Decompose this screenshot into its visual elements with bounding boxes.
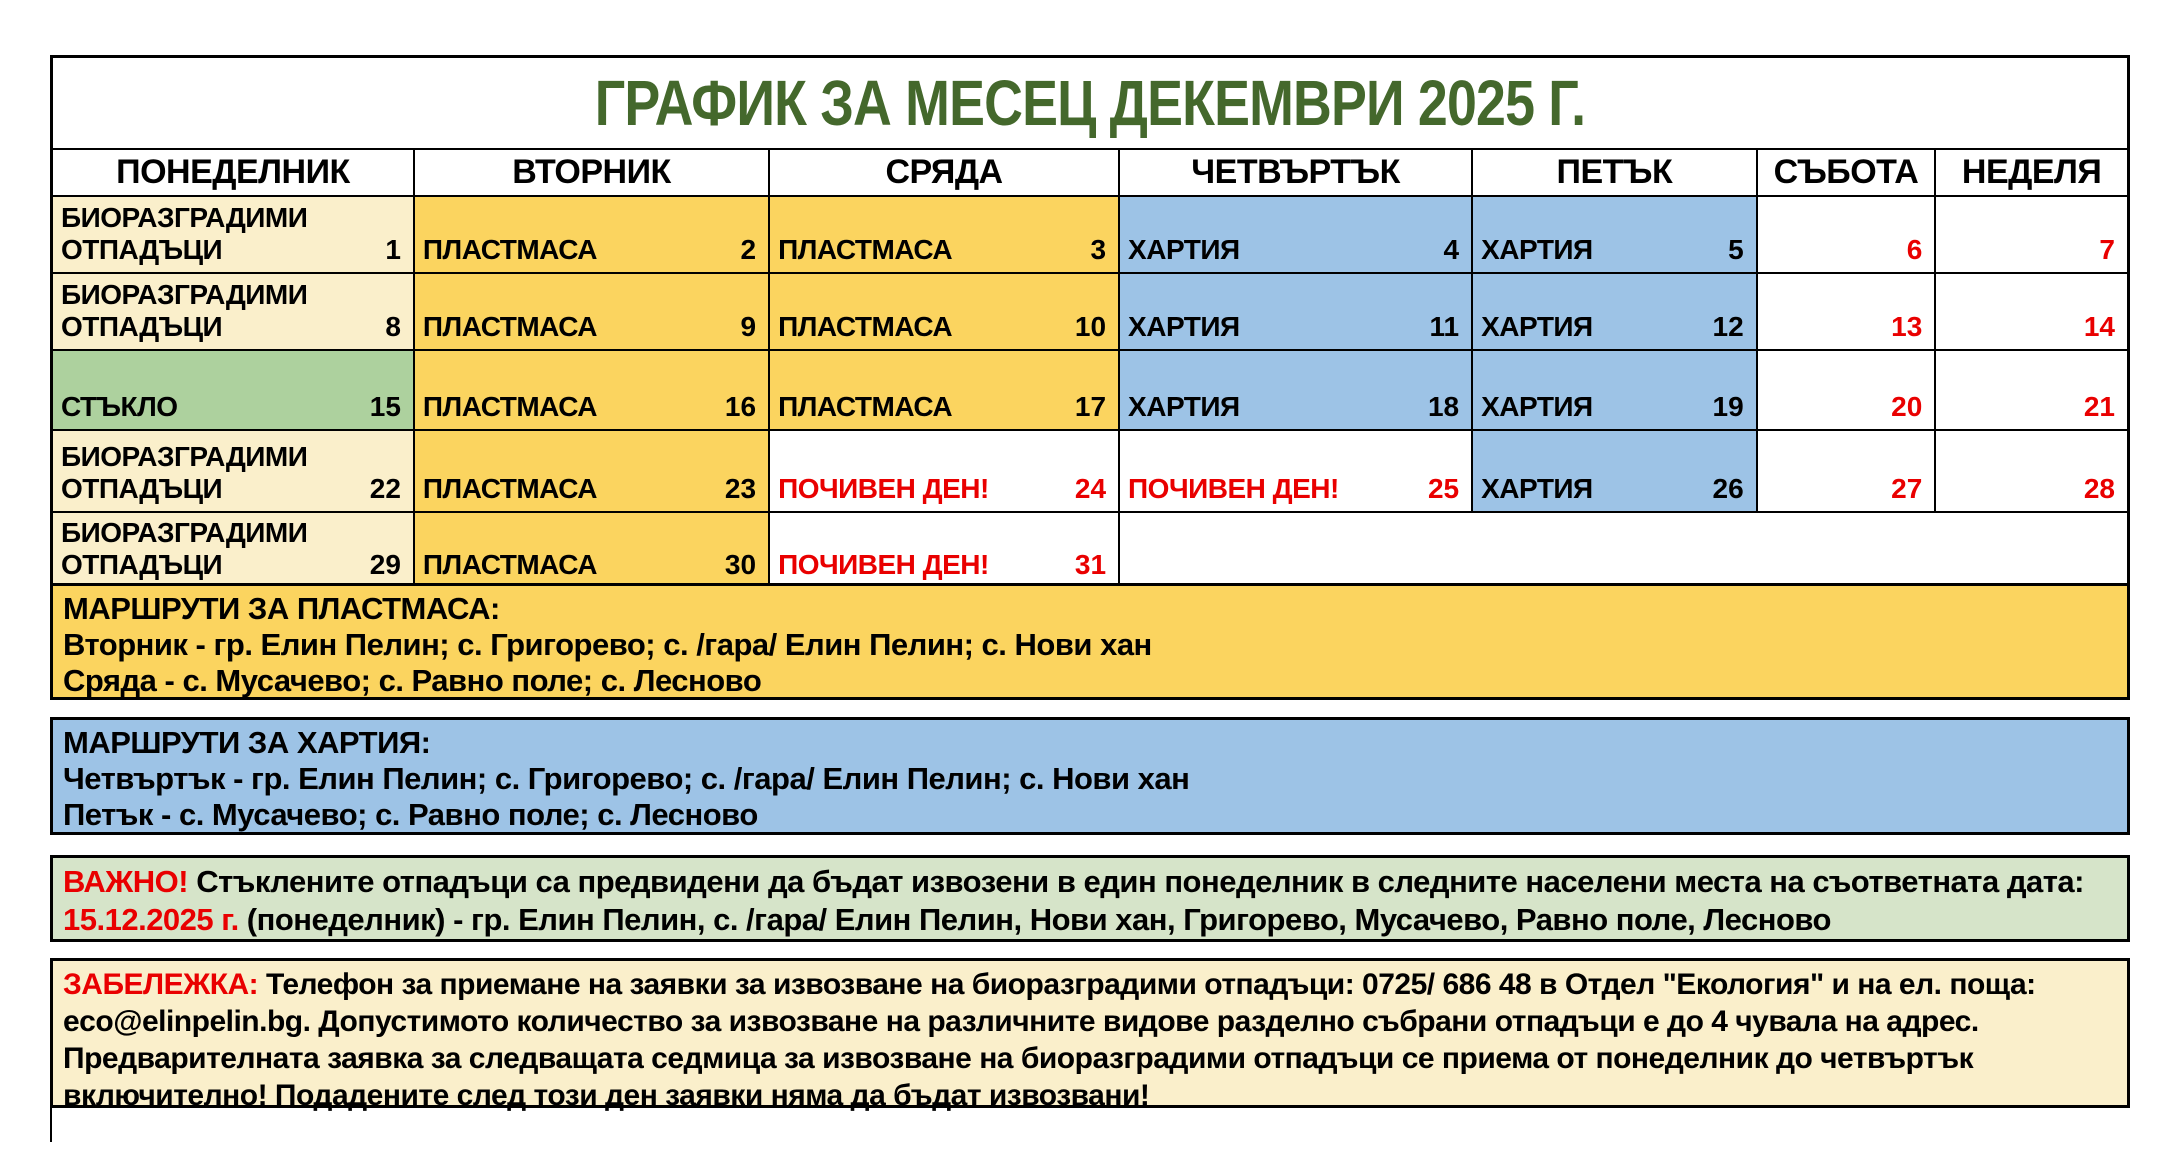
calendar-cell-day-4 <box>1119 196 1472 273</box>
waste-type-label: ХАРТИЯ <box>1128 310 1240 342</box>
calendar-cell-day-10 <box>769 273 1119 350</box>
calendar-cell-empty <box>1119 512 2128 589</box>
day-number: 28 <box>2083 473 2115 504</box>
left-border-artifact <box>50 1108 52 1142</box>
important-date: 15.12.2025 г. <box>63 902 239 937</box>
waste-type-label: ХАРТИЯ <box>1481 390 1593 422</box>
calendar-cell-day-2 <box>414 196 769 273</box>
note-label: ЗАБЕЛЕЖКА: <box>63 968 259 1001</box>
day-number: 13 <box>1891 311 1923 342</box>
day-number: 4 <box>1443 234 1460 265</box>
day-number: 16 <box>724 391 757 422</box>
day-number: 24 <box>1074 473 1107 504</box>
waste-type-label: ПЛАСТМАСА <box>422 390 597 422</box>
day-number: 29 <box>369 549 401 581</box>
waste-type-label: БИОРАЗГРАДИМИ ОТПАДЪЦИ <box>61 440 308 504</box>
day-header-4: ЧЕТВЪРТЪК <box>1119 149 1472 196</box>
calendar-cell-day-13 <box>1757 273 1936 350</box>
plastic-route-wednesday: Сряда - с. Мусачево; с. Равно поле; с. Лесново <box>63 663 762 698</box>
day-number: 3 <box>1090 234 1107 265</box>
day-number: 1 <box>385 234 401 265</box>
calendar-cell-day-24 <box>769 430 1119 512</box>
day-number: 20 <box>1891 391 1923 422</box>
day-number: 26 <box>1712 473 1744 504</box>
day-number: 21 <box>2083 391 2115 422</box>
waste-type-label: ПОЧИВЕН ДЕН! <box>1128 472 1339 504</box>
calendar-cell-day-1 <box>52 196 414 273</box>
calendar-cell-day-25 <box>1119 430 1472 512</box>
note-box <box>50 958 2130 1112</box>
waste-type-label: ХАРТИЯ <box>1128 390 1240 422</box>
week-row-2 <box>52 273 2129 350</box>
waste-type-label: ПЛАСТМАСА <box>778 390 953 422</box>
day-number: 22 <box>369 473 401 504</box>
plastic-routes-title: МАРШРУТИ ЗА ПЛАСТМАСА: <box>63 591 500 626</box>
paper-routes-title: МАРШРУТИ ЗА ХАРТИЯ: <box>63 725 431 760</box>
day-header-6: СЪБОТА <box>1757 149 1936 196</box>
waste-type-label: СТЪКЛО <box>61 390 178 422</box>
calendar-cell-day-28 <box>1935 430 2128 512</box>
waste-type-label: ХАРТИЯ <box>1481 233 1593 265</box>
calendar-cell-day-17 <box>769 350 1119 430</box>
waste-type-label: ПОЧИВЕН ДЕН! <box>778 549 989 581</box>
important-glass-box <box>50 855 2130 942</box>
week-row-3 <box>52 350 2129 430</box>
calendar-cell-day-18 <box>1119 350 1472 430</box>
calendar-cell-day-16 <box>414 350 769 430</box>
plastic-routes-box <box>50 583 2130 700</box>
title-cell <box>52 57 2129 150</box>
week-row-5 <box>52 512 2129 589</box>
plastic-route-tuesday: Вторник - гр. Елин Пелин; с. Григорево; с. /гара/ Елин Пелин; с. Нови хан <box>63 627 1152 662</box>
day-number: 25 <box>1427 473 1460 504</box>
day-header-5: ПЕТЪК <box>1472 149 1757 196</box>
waste-type-label: ХАРТИЯ <box>1481 310 1593 342</box>
waste-type-label: ПЛАСТМАСА <box>422 233 597 265</box>
calendar-cell-day-21 <box>1935 350 2128 430</box>
week-row-4 <box>52 430 2129 512</box>
waste-type-label: БИОРАЗГРАДИМИ ОТПАДЪЦИ <box>61 278 308 342</box>
calendar-cell-day-7 <box>1935 196 2128 273</box>
day-header-7: НЕДЕЛЯ <box>1935 149 2128 196</box>
calendar-cell-day-23 <box>414 430 769 512</box>
day-number: 12 <box>1712 311 1744 342</box>
waste-type-label: ПЛАСТМАСА <box>422 549 597 581</box>
calendar-cell-day-5 <box>1472 196 1757 273</box>
day-number: 6 <box>1906 234 1923 265</box>
calendar-cell-day-11 <box>1119 273 1472 350</box>
day-number: 10 <box>1074 311 1107 342</box>
calendar-cell-day-27 <box>1757 430 1936 512</box>
calendar-cell-day-8 <box>52 273 414 350</box>
calendar-cell-day-26 <box>1472 430 1757 512</box>
calendar-cell-day-14 <box>1935 273 2128 350</box>
waste-type-label: ПЛАСТМАСА <box>422 310 597 342</box>
waste-type-label: ПЛАСТМАСА <box>778 310 953 342</box>
calendar-cell-day-9 <box>414 273 769 350</box>
waste-type-label: ХАРТИЯ <box>1128 233 1240 265</box>
day-header-2: ВТОРНИК <box>414 149 769 196</box>
calendar-cell-day-15 <box>52 350 414 430</box>
waste-type-label: ПЛАСТМАСА <box>778 233 953 265</box>
day-number: 11 <box>1429 311 1460 342</box>
day-number: 14 <box>2083 311 2115 342</box>
calendar-cell-day-6 <box>1757 196 1936 273</box>
day-number: 18 <box>1427 391 1460 422</box>
important-label: ВАЖНО! <box>63 864 189 899</box>
day-number: 23 <box>724 473 757 504</box>
paper-routes-box <box>50 717 2130 835</box>
day-number: 7 <box>2099 234 2115 265</box>
page-title: ГРАФИК ЗА МЕСЕЦ ДЕКЕМВРИ 2025 Г. <box>594 67 1586 139</box>
day-number: 27 <box>1891 473 1923 504</box>
important-text-2: (понеделник) - гр. Елин Пелин, с. /гара/ Елин Пелин, Нови хан, Григорево, Мусачево, Равно поле, Лесново <box>238 902 1831 937</box>
day-number: 31 <box>1074 549 1107 581</box>
calendar-cell-day-29 <box>52 512 414 589</box>
day-number: 2 <box>740 234 757 265</box>
important-text-1: Стъклените отпадъци са предвидени да бъдат извозени в един понеделник в следните населени места на съответната дата: <box>188 864 2084 899</box>
waste-type-label: ПОЧИВЕН ДЕН! <box>778 472 989 504</box>
title-row <box>52 57 2129 150</box>
day-header-1: ПОНЕДЕЛНИК <box>52 149 414 196</box>
calendar-cell-day-22 <box>52 430 414 512</box>
calendar-cell-day-30 <box>414 512 769 589</box>
calendar-cell-day-19 <box>1472 350 1757 430</box>
calendar-cell-day-31 <box>769 512 1119 589</box>
day-number: 17 <box>1074 391 1107 422</box>
waste-type-label: БИОРАЗГРАДИМИ ОТПАДЪЦИ <box>61 517 308 581</box>
day-number: 15 <box>369 391 401 422</box>
waste-type-label: ПЛАСТМАСА <box>422 472 597 504</box>
week-row-1 <box>52 196 2129 273</box>
calendar-cell-day-3 <box>769 196 1119 273</box>
calendar-cell-day-20 <box>1757 350 1936 430</box>
day-number: 19 <box>1712 391 1744 422</box>
day-number: 5 <box>1728 234 1744 265</box>
waste-type-label: ХАРТИЯ <box>1481 472 1593 504</box>
day-number: 30 <box>724 549 757 581</box>
waste-type-label: БИОРАЗГРАДИМИ ОТПАДЪЦИ <box>61 201 308 265</box>
day-header-row <box>52 149 2129 196</box>
calendar-cell-day-12 <box>1472 273 1757 350</box>
day-number: 9 <box>740 311 757 342</box>
day-header-3: СРЯДА <box>769 149 1119 196</box>
paper-route-thursday: Четвъртък - гр. Елин Пелин; с. Григорево; с. /гара/ Елин Пелин; с. Нови хан <box>63 761 1190 796</box>
important-line-2 <box>63 901 2117 939</box>
day-number: 8 <box>385 311 401 342</box>
important-line-1 <box>63 863 2117 901</box>
note-text: Телефон за приемане на заявки за извозване на биоразградими отпадъци: 0725/ 686 48 в Отдел "Екология" и на ел. поща: eco@elinpelin.bg. Допустимото количество за извозване на различните видове разделно събрани отпадъци е до 4 чувала на адрес. Предварителната заявка за следващата седмица за извозване на биоразградими отпадъци се приема от понеделник до четвъртък включително! Подадените след този ден заявки няма да бъдат извозвани! <box>63 968 2036 1112</box>
paper-route-friday: Петък - с. Мусачево; с. Равно поле; с. Лесново <box>63 797 758 832</box>
calendar-table <box>50 55 2130 590</box>
